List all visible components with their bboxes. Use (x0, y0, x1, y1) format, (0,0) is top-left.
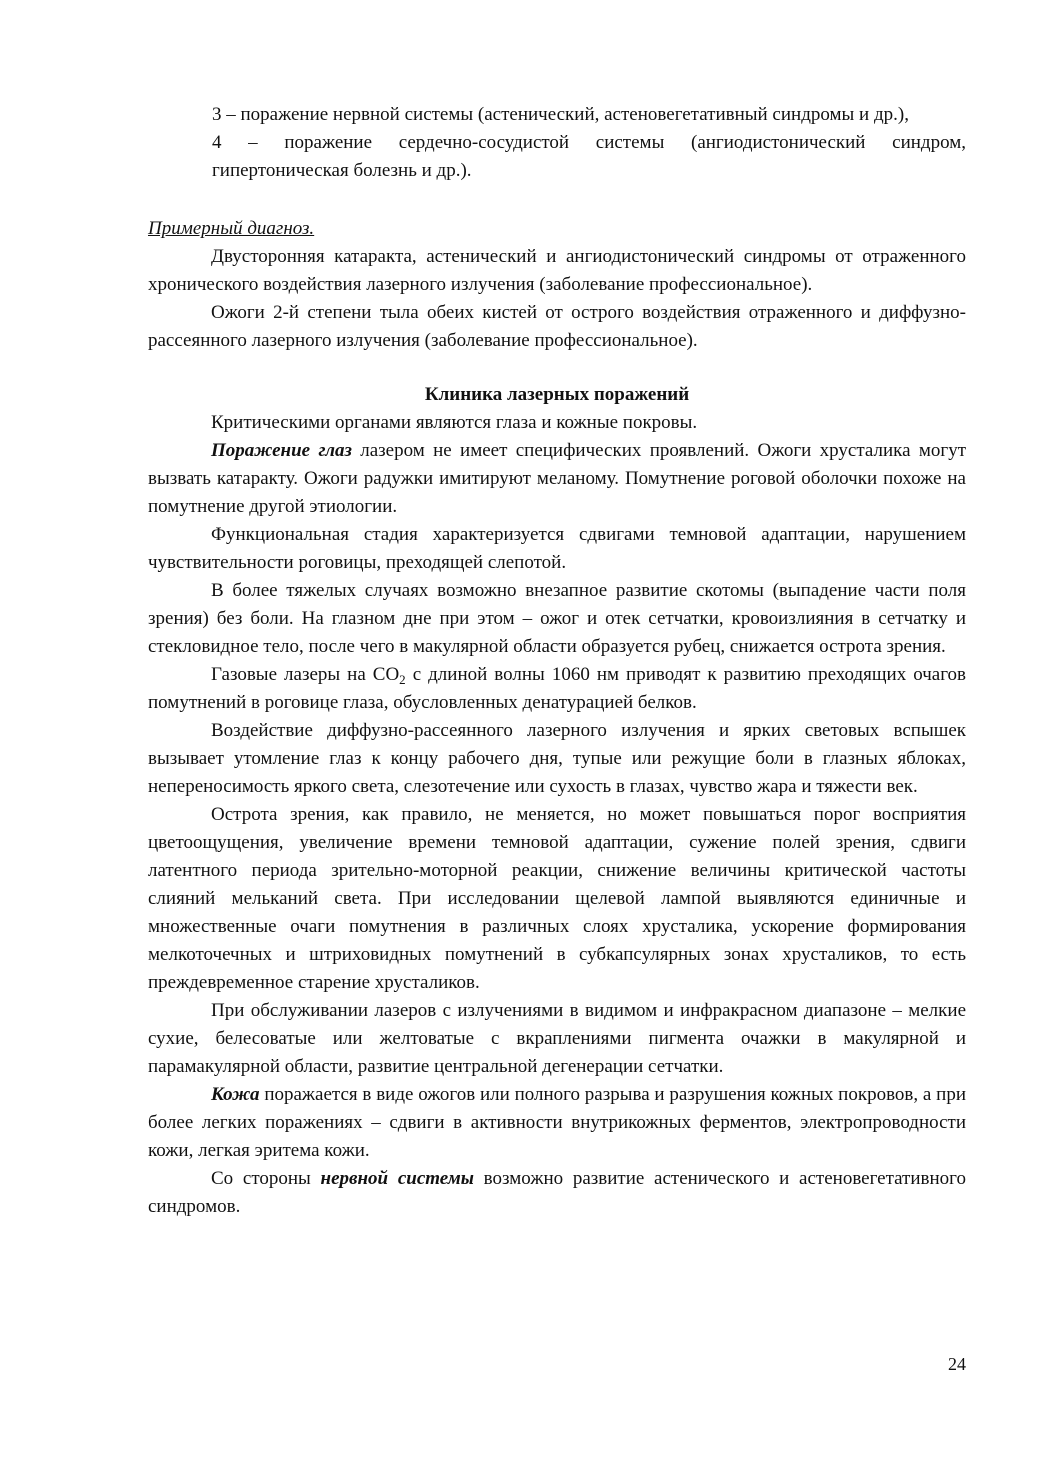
diagnosis-paragraph-2: Ожоги 2-й степени тыла обеих кистей от острого воздействия отраженного и диффузно-рассеянного лазерного излучения (заболевание профессиональное). (148, 302, 966, 351)
consequence-list (212, 101, 966, 185)
page-number: 24 (948, 1354, 966, 1374)
paragraph-gas-lasers (148, 661, 966, 717)
document-page (148, 101, 966, 1221)
eye-damage-term: Поражение глаз (211, 440, 352, 461)
gas-lasers-text-pre: Газовые лазеры на CO (211, 664, 400, 685)
paragraph-eye-damage (148, 437, 966, 521)
list-item-4: 4 – поражение сердечно-сосудистой системы (ангиодистонический синдром, гипертоническая болезнь и др.). (212, 132, 966, 181)
paragraph-critical-organs: Критическими органами являются глаза и кожные покровы. (211, 412, 698, 433)
paragraph-nervous-system (148, 1165, 966, 1221)
paragraph-visual-acuity: Острота зрения, как правило, не меняется, но может повышаться порог восприятия цветоощущения, увеличение времени темновой адаптации, сужение полей зрения, сдвиги латентного периода зрительно-моторной реакции, снижение величины критической частоты слияний мельканий света. При исследовании щелевой лампой выявляются единичные и множественные очаги помутнения в различных слоях хрусталика, ускорение формирования мелкоточечных и штриховидных помутнений в субкапсулярных зонах хрусталиков, то есть преждевременное старение хрусталиков. (148, 804, 966, 993)
gas-lasers-text-post: с длиной волны 1060 нм приводят к развитию преходящих очагов помутнений в роговице глаза, обусловленных денатурацией белков. (148, 664, 966, 713)
nervous-text-post: возможно развитие астенического и астеновегетативного синдромов. (148, 1168, 966, 1217)
eye-damage-text: лазером не имеет специфических проявлений. Ожоги хрусталика могут вызвать катаракту. Ожоги радужки имитируют меланому. Помутнение роговой оболочки похоже на помутнение другой этиологии. (148, 440, 966, 517)
spacer (148, 185, 966, 215)
paragraph-skin (148, 1081, 966, 1165)
paragraph-laser-maintenance: При обслуживании лазеров с излучениями в видимом и инфракрасном диапазоне – мелкие сухие, белесоватые или желтоватые с вкраплениями пигмента очажки в макулярной и парамакулярной области, развитие центральной дегенерации сетчатки. (148, 1000, 966, 1077)
paragraph-severe-cases: В более тяжелых случаях возможно внезапное развитие скотомы (выпадение части поля зрения) без боли. На глазном дне при этом – ожог и отек сетчатки, кровоизлияния в сетчатку и стекловидное тело, после чего в макулярной области образуется рубец, снижается острота зрения. (148, 580, 966, 657)
nervous-text-pre: Со стороны (211, 1168, 321, 1189)
diagnosis-paragraph-1: Двусторонняя катаракта, астенический и ангиодистонический синдромы от отраженного хронического воздействия лазерного излучения (заболевание профессиональное). (148, 246, 966, 295)
diagnosis-heading: Примерный диагноз. (148, 218, 315, 239)
list-item-3: 3 – поражение нервной системы (астенический, астеновегетативный синдромы и др.), (212, 104, 909, 125)
co2-subscript: 2 (399, 672, 406, 687)
paragraph-diffuse-radiation: Воздействие диффузно-рассеянного лазерного излучения и ярких световых вспышек вызывает утомление глаз к концу рабочего дня, тупые или режущие боли в глазных яблоках, непереносимость яркого света, слезотечение или сухость в глазах, чувство жара и тяжести век. (148, 720, 966, 797)
skin-term: Кожа (211, 1084, 260, 1105)
paragraph-functional-stage: Функциональная стадия характеризуется сдвигами темновой адаптации, нарушением чувствительности роговицы, преходящей слепотой. (148, 524, 966, 573)
nervous-system-term: нервной системы (320, 1168, 474, 1189)
spacer (148, 355, 966, 381)
section-title: Клиника лазерных поражений (424, 384, 690, 405)
skin-text: поражается в виде ожогов или полного разрыва и разрушения кожных покровов, а при более легких поражениях – сдвиги в активности внутрикожных ферментов, электропроводности кожи, легкая эритема кожи. (148, 1084, 966, 1161)
